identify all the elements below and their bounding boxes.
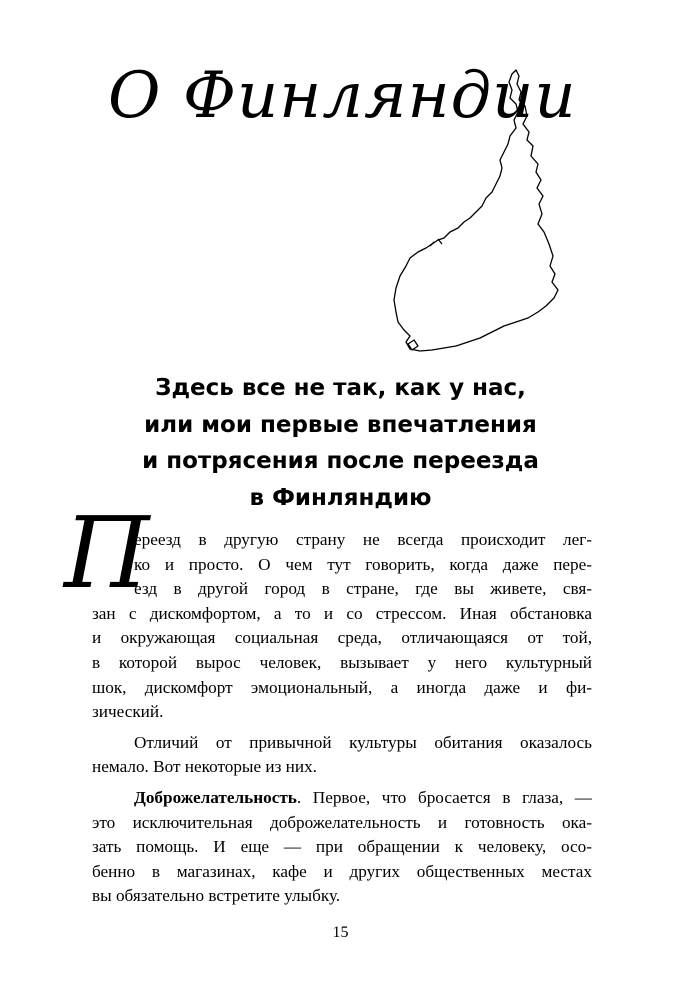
heading-line: и потрясения после переезда — [142, 448, 539, 474]
drop-cap: П — [64, 497, 150, 611]
finland-map-icon — [388, 68, 578, 358]
heading-line: в Финляндию — [249, 484, 432, 511]
heading-line: или мои первые впечатления — [144, 411, 537, 438]
text-line: зан с дискомфортом, а то и со стрессом. Иная обстановка — [92, 603, 592, 623]
text-line: это исключительная доброжелательность и готовность ока- — [92, 812, 592, 832]
text-line: Отличий от привычной культуры обитания оказалось — [134, 732, 592, 752]
body-text — [92, 528, 592, 909]
text-line: и окружающая социальная среда, отличающаяся от той, — [92, 628, 592, 648]
chapter-title: О Финляндии — [108, 59, 577, 133]
text-line: вы обязательно встретите улыбку. — [92, 886, 341, 906]
term-bold: Доброжелательность — [134, 787, 297, 807]
text-line: ко и просто. О чем тут говорить, когда даже пере- — [134, 554, 592, 574]
text-line: езд в другой город в стране, где вы живете, свя- — [134, 579, 592, 599]
text-line — [92, 786, 592, 811]
section-heading — [60, 370, 621, 516]
text-line: ереезд в другую страну не всегда происходит лег- — [134, 530, 592, 549]
term-rest: . Первое, что бросается в глаза, — — [296, 787, 592, 807]
page-number: 15 — [332, 924, 349, 941]
text-line: немало. Вот некоторые из них. — [92, 757, 317, 777]
text-line: зать помощь. И еще — при обращении к человеку, осо- — [92, 837, 592, 857]
text-line: шок, дискомфорт эмоциональный, а иногда даже и фи- — [92, 677, 592, 697]
heading-line: Здесь все не так, как у нас, — [155, 375, 526, 401]
text-line: зический. — [92, 702, 164, 722]
text-line: в которой вырос человек, вызывает у него культурный — [92, 652, 592, 672]
text-line: бенно в магазинах, кафе и других общественных местах — [92, 861, 592, 881]
